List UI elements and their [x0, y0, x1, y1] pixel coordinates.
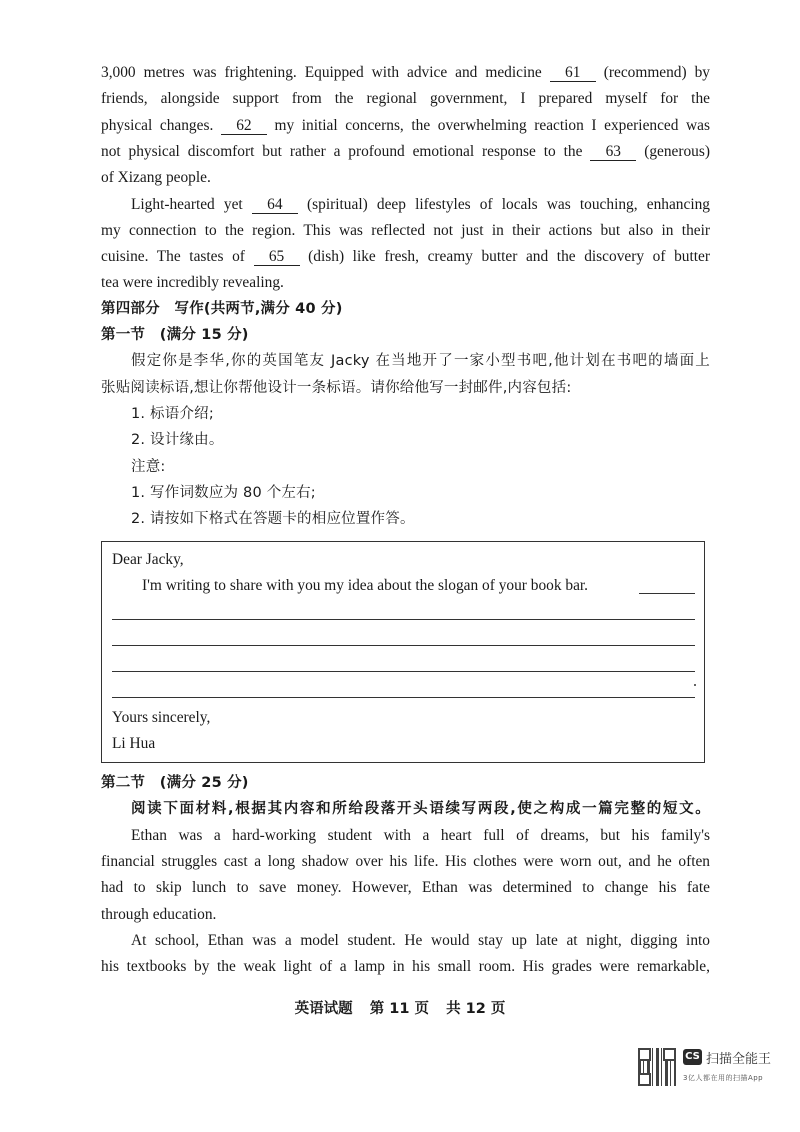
letter-closing: Yours sincerely, — [112, 709, 211, 726]
letter-signature: Li Hua — [112, 735, 156, 752]
period-mark — [694, 684, 696, 686]
content-point: 1. 标语介绍; — [131, 406, 214, 422]
story-line: Ethan was a hard-working student with a heart full of dreams, but his family's — [131, 827, 710, 844]
story-line: had to skip lunch to save money. However, Ethan was determined to change his fate — [101, 879, 710, 896]
letter-template-box — [101, 541, 705, 763]
notes-label: 注意: — [131, 459, 166, 475]
story-line: his textbooks by the weak light of a lamp in his small room. His grades were remarkable, — [101, 958, 710, 975]
note-item: 1. 写作词数应为 80 个左右; — [131, 485, 316, 501]
passage-line: friends, alongside support from the regional government, I prepared myself for the — [101, 90, 710, 107]
passage-line: my connection to the region. This was reflected not just in their actions but also in their — [101, 222, 710, 239]
note-item: 2. 请按如下格式在答题卡的相应位置作答。 — [131, 511, 415, 527]
footer-total-pages: 共 12 页 — [446, 1001, 506, 1017]
writing-line — [112, 671, 695, 672]
story-line: financial struggles cast a long shadow over his life. His clothes were worn out, and he often — [101, 853, 710, 870]
camscanner-logo-icon: CS — [683, 1049, 702, 1065]
story-line: through education. — [101, 906, 217, 923]
writing-line — [112, 645, 695, 646]
answer-blank-63: 63 — [590, 143, 636, 161]
letter-salutation: Dear Jacky, — [112, 551, 184, 568]
answer-blank-64: 64 — [252, 196, 298, 214]
answer-blank-65: 65 — [254, 248, 300, 266]
passage-line: not physical discomfort but rather a profound emotional response to the 63 (generous) — [101, 143, 710, 160]
passage-line: tea were incredibly revealing. — [101, 274, 284, 291]
qr-code-icon — [638, 1048, 676, 1086]
page-footer — [0, 997, 800, 1018]
passage-line: 3,000 metres was frightening. Equipped with advice and medicine 61 (recommend) by — [101, 64, 710, 81]
footer-subject: 英语试题 — [294, 1001, 353, 1017]
part4-heading: 第四部分 写作(共两节,满分 40 分) — [101, 301, 343, 317]
section1-heading: 第一节 (满分 15 分) — [101, 327, 249, 343]
passage-line: physical changes. 62 my initial concerns, the overwhelming reaction I experienced was — [101, 117, 710, 134]
writing-line — [112, 697, 695, 698]
passage-line: Light-hearted yet 64 (spiritual) deep lifestyles of locals was touching, enhancing — [131, 196, 710, 213]
section1-prompt: 假定你是李华,你的英国笔友 Jacky 在当地开了一家小型书吧,他计划在书吧的墙面上 — [131, 353, 710, 369]
watermark-tagline: 3亿人都在用的扫描App — [683, 1074, 764, 1082]
footer-page-number: 第 11 页 — [369, 1001, 429, 1017]
passage-line: cuisine. The tastes of 65 (dish) like fresh, creamy butter and the discovery of butter — [101, 248, 710, 265]
passage-line: of Xizang people. — [101, 169, 211, 186]
writing-line — [112, 619, 695, 620]
content-point: 2. 设计缘由。 — [131, 432, 224, 448]
section1-prompt: 张贴阅读标语,想让你帮他设计一条标语。请你给他写一封邮件,内容包括: — [101, 380, 572, 396]
section2-instruction: 阅读下面材料,根据其内容和所给段落开头语续写两段,使之构成一篇完整的短文。 — [131, 801, 710, 817]
writing-line — [639, 593, 695, 594]
section2-heading: 第二节 (满分 25 分) — [101, 775, 249, 791]
answer-blank-62: 62 — [221, 117, 267, 135]
story-line: At school, Ethan was a model student. He would stay up late at night, digging into — [131, 932, 710, 949]
answer-blank-61: 61 — [550, 64, 596, 82]
watermark-app-name: 扫描全能王 — [706, 1052, 772, 1067]
scanner-watermark — [638, 1048, 788, 1088]
letter-opening: I'm writing to share with you my idea about the slogan of your book bar. — [142, 577, 589, 594]
